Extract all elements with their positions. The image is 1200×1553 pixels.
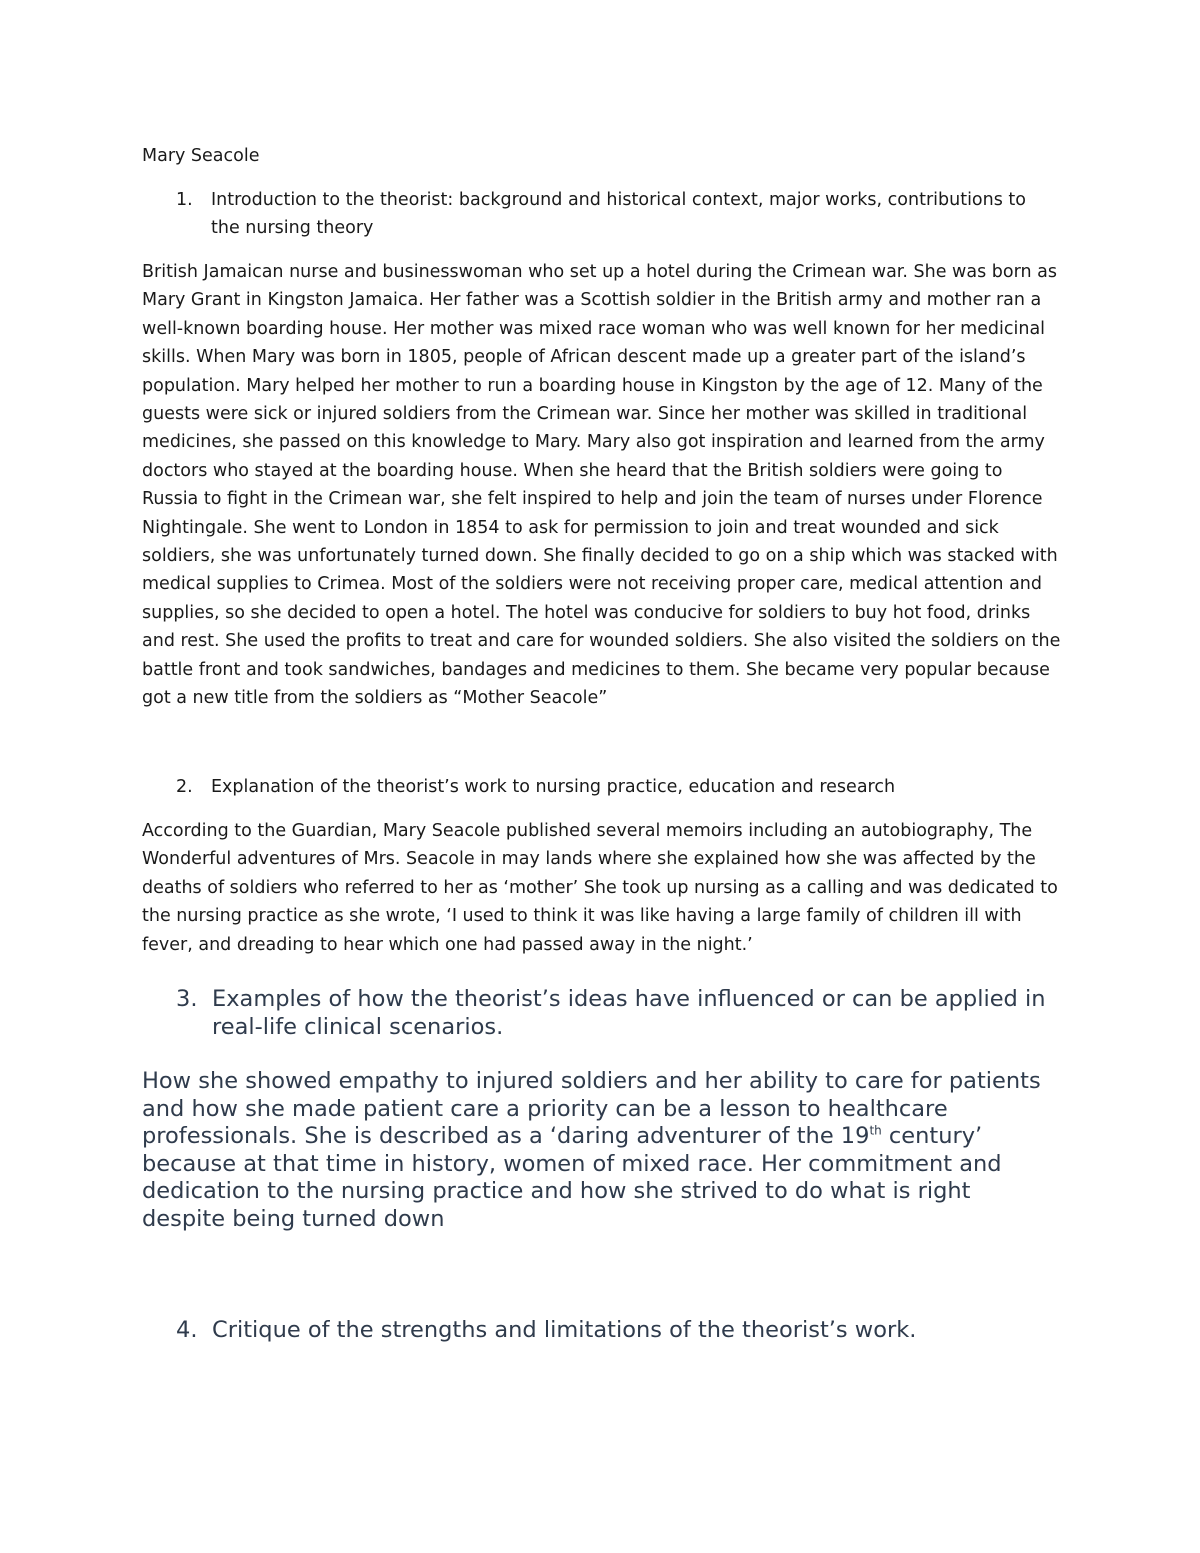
section-3-heading-text: Examples of how the theorist’s ideas have influenced or can be applied in real-life clinical scenarios. bbox=[212, 986, 1046, 1040]
section-3-body-part1: How she showed empathy to injured soldiers and her ability to care for patients and how she made patient care a priority can be a lesson to healthcare professionals. She is described as a ‘daring adventurer of the 19 bbox=[142, 1068, 1041, 1149]
section-3-number: 3. bbox=[176, 986, 198, 1012]
section-2-heading bbox=[176, 773, 1056, 801]
section-1-heading bbox=[176, 186, 1056, 242]
section-2-heading-text: Explanation of the theorist’s work to nursing practice, education and research bbox=[211, 777, 896, 797]
section-1-number: 1. bbox=[176, 190, 193, 210]
section-3-body-superscript: th bbox=[869, 1123, 882, 1138]
section-3-body bbox=[142, 1068, 1042, 1233]
document-title: Mary Seacole bbox=[142, 146, 260, 166]
section-3-heading bbox=[176, 985, 1066, 1041]
section-4-number: 4. bbox=[176, 1317, 198, 1343]
section-1-heading-text: Introduction to the theorist: background and historical context, major works, contributions to the nursing theory bbox=[211, 190, 1026, 238]
section-2-number: 2. bbox=[176, 777, 193, 797]
section-3-body-part2: century’ because at that time in history, women of mixed race. Her commitment and dedication to the nursing practice and how she strived to do what is right despite being turned down bbox=[142, 1123, 1002, 1232]
section-2-body: According to the Guardian, Mary Seacole published several memoirs including an autobiography, The Wonderful adventures of Mrs. Seacole in may lands where she explained how she was affected by the deaths of soldiers who referred to her as ‘mother’ She took up nursing as a calling and was dedicated to the nursing practice as she wrote, ‘I used to think it was like having a large family of children ill with fever, and dreading to hear which one had passed away in the night.’ bbox=[142, 821, 1058, 955]
section-4-heading bbox=[176, 1316, 1066, 1344]
section-4-heading-text: Critique of the strengths and limitations of the theorist’s work. bbox=[212, 1317, 917, 1343]
section-1-body: British Jamaican nurse and businesswoman who set up a hotel during the Crimean war. She was born as Mary Grant in Kingston Jamaica. Her father was a Scottish soldier in the British army and mother ran a well-known boarding house. Her mother was mixed race woman who was well known for her medicinal skills. When Mary was born in 1805, people of African descent made up a greater part of the island’s population. Mary helped her mother to run a boarding house in Kingston by the age of 12. Many of the guests were sick or injured soldiers from the Crimean war. Since her mother was skilled in traditional medicines, she passed on this knowledge to Mary. Mary also got inspiration and learned from the army doctors who stayed at the boarding house. When she heard that the British soldiers were going to Russia to fight in the Crimean war, she felt inspired to help and join the team of nurses under Florence Nightingale. She went to London in 1854 to ask for permission to join and treat wounded and sick soldiers, she was unfortunately turned down. She finally decided to go on a ship which was stacked with medical supplies to Crimea. Most of the soldiers were not receiving proper care, medical attention and supplies, so she decided to open a hotel. The hotel was conducive for soldiers to buy hot food, drinks and rest. She used the profits to treat and care for wounded soldiers. She also visited the soldiers on the battle front and took sandwiches, bandages and medicines to them. She became very popular because got a new title from the soldiers as “Mother Seacole” bbox=[142, 262, 1061, 709]
